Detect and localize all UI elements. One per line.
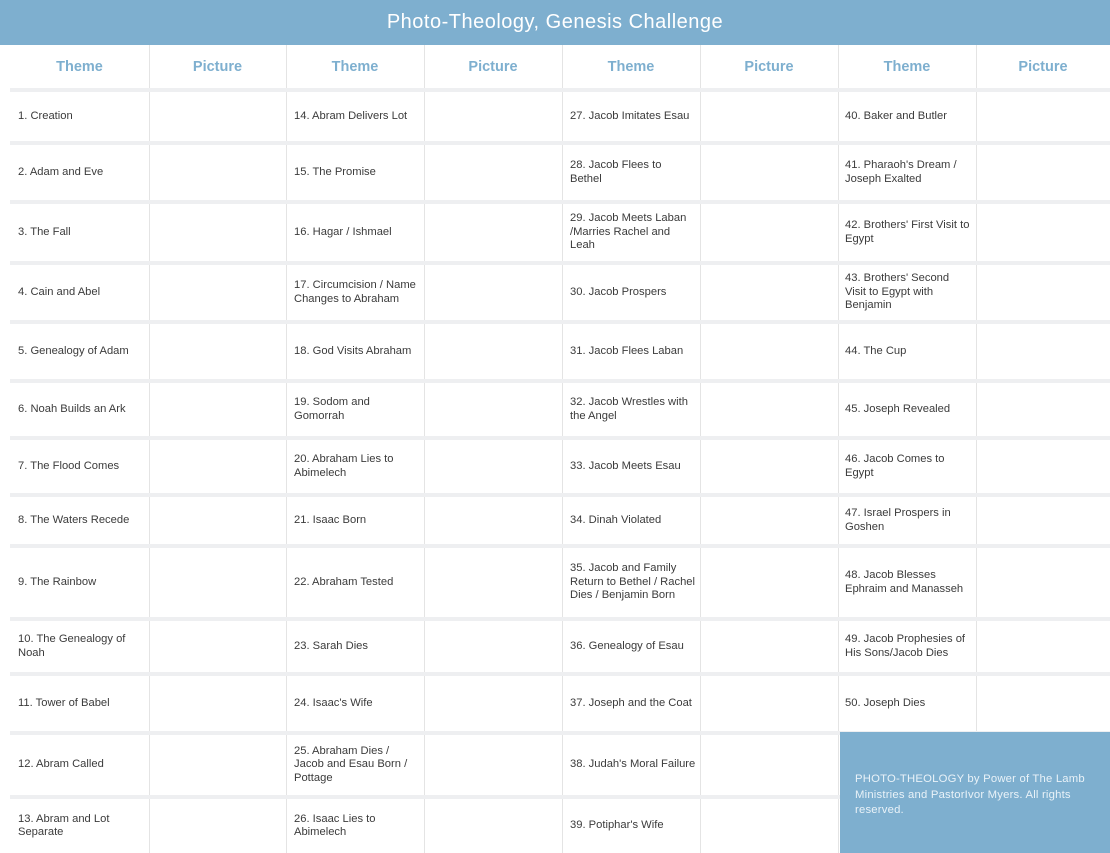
theme-cell [18,92,146,141]
theme-label: 42. Brothers' First Visit to Egypt [845,219,970,245]
theme-cell [18,145,146,200]
theme-label: 36. Genealogy of Esau [570,639,684,652]
theme-cell [294,204,420,261]
header-theme: Theme [56,59,103,75]
theme-cell [570,145,696,200]
theme-cell [570,548,696,617]
theme-label: 23. Sarah Dies [294,639,369,652]
theme-cell [570,497,696,544]
theme-label: 29. Jacob Meets Laban /Marries Rachel and Leah [570,212,687,252]
theme-label: 43. Brothers' Second Visit to Egypt with Benjamin [845,272,950,312]
theme-cell [570,204,696,261]
theme-label: 37. Joseph and the Coat [570,696,692,709]
header-theme: Theme [607,59,655,75]
theme-label: 49. Jacob Prophesies of His Sons/Jacob Dies [845,633,966,659]
theme-label: 26. Isaac Lies to Abimelech [294,812,376,838]
theme-cell [570,265,696,320]
theme-cell [18,324,146,379]
theme-label: 10. The Genealogy of Noah [18,633,126,659]
theme-cell [294,265,420,320]
header-theme: Theme [883,59,931,75]
theme-label: 7. The Flood Comes [18,459,120,472]
theme-label: 4. Cain and Abel [18,285,101,298]
theme-label: 25. Abraham Dies / Jacob and Esau Born / Pottage [294,744,408,784]
theme-cell [294,324,420,379]
theme-cell [294,621,420,672]
theme-label: 22. Abraham Tested [294,575,394,588]
theme-label: 46. Jacob Comes to Egypt [845,453,945,479]
theme-cell [18,383,146,436]
theme-cell [570,799,696,853]
theme-label: 27. Jacob Imitates Esau [570,109,690,122]
theme-label: 45. Joseph Revealed [845,402,951,415]
theme-label: 44. The Cup [845,344,907,357]
theme-cell [18,676,146,731]
theme-label: 5. Genealogy of Adam [18,344,129,357]
theme-cell [294,497,420,544]
header-picture: Picture [1018,59,1068,75]
theme-label: 41. Pharaoh's Dream / Joseph Exalted [845,159,957,185]
theme-cell [845,204,971,261]
theme-label: 32. Jacob Wrestles with the Angel [570,396,688,422]
theme-label: 35. Jacob and Family Return to Bethel / Rachel Dies / Benjamin Born [570,562,695,602]
theme-cell [570,621,696,672]
theme-cell [18,799,146,853]
theme-label: 16. Hagar / Ishmael [294,225,392,238]
theme-label: 17. Circumcision / Name Changes to Abraham [294,279,416,305]
theme-label: 21. Isaac Born [294,513,367,526]
theme-cell [845,92,971,141]
theme-cell [294,145,420,200]
theme-cell [845,440,971,493]
theme-label: 11. Tower of Babel [18,696,110,709]
theme-cell [294,735,420,795]
theme-cell [570,676,696,731]
theme-label: 40. Baker and Butler [845,109,947,122]
theme-label: 24. Isaac's Wife [294,696,373,709]
theme-label: 20. Abraham Lies to Abimelech [294,453,394,479]
theme-label: 50. Joseph Dies [845,696,926,709]
header-theme: Theme [331,59,379,75]
theme-cell [570,92,696,141]
theme-label: 2. Adam and Eve [18,165,104,178]
theme-label: 15. The Promise [294,165,376,178]
theme-label: 48. Jacob Blesses Ephraim and Manasseh [845,569,964,595]
theme-cell [845,145,971,200]
theme-cell [294,383,420,436]
theme-cell [18,497,146,544]
page-title: Photo-Theology, Genesis Challenge [0,0,1110,45]
theme-cell [845,324,971,379]
theme-cell [570,383,696,436]
header-picture: Picture [744,59,794,75]
header-picture: Picture [192,59,243,75]
theme-cell [18,735,146,795]
theme-cell [294,799,420,853]
theme-cell [570,324,696,379]
theme-cell [570,735,696,795]
theme-label: 19. Sodom and Gomorrah [294,396,370,422]
theme-label: 6. Noah Builds an Ark [18,402,126,415]
theme-cell [18,265,146,320]
theme-label: 3. The Fall [18,225,71,238]
theme-label: 13. Abram and Lot Separate [18,812,110,838]
theme-label: 9. The Rainbow [18,575,97,588]
theme-cell [294,676,420,731]
theme-cell [845,676,971,731]
theme-cell [845,383,971,436]
theme-cell [845,497,971,544]
theme-label: 34. Dinah Violated [570,513,662,526]
theme-label: 31. Jacob Flees Laban [570,344,684,357]
theme-cell [18,548,146,617]
theme-label: 30. Jacob Prospers [570,285,667,298]
theme-cell [18,621,146,672]
theme-cell [845,548,971,617]
header-picture: Picture [468,59,518,75]
theme-cell [294,92,420,141]
theme-cell [294,548,420,617]
theme-label: 33. Jacob Meets Esau [570,459,681,472]
theme-cell [845,621,971,672]
theme-label: 47. Israel Prospers in Goshen [845,507,951,533]
theme-label: 28. Jacob Flees to Bethel [570,159,662,185]
theme-cell [294,440,420,493]
copyright-notice: PHOTO-THEOLOGY by Power of The Lamb Ministries and PastorIvor Myers. All rights reserved. [840,732,1110,853]
theme-label: 39. Potiphar's Wife [570,819,664,832]
theme-label: 1. Creation [18,109,73,122]
theme-cell [18,204,146,261]
theme-label: 12. Abram Called [18,758,104,771]
theme-cell [570,440,696,493]
theme-label: 8. The Waters Recede [18,513,130,526]
theme-cell [845,265,971,320]
theme-label: 14. Abram Delivers Lot [294,109,408,122]
theme-cell [18,440,146,493]
theme-label: 38. Judah's Moral Failure [570,758,696,771]
theme-label: 18. God Visits Abraham [294,344,412,357]
